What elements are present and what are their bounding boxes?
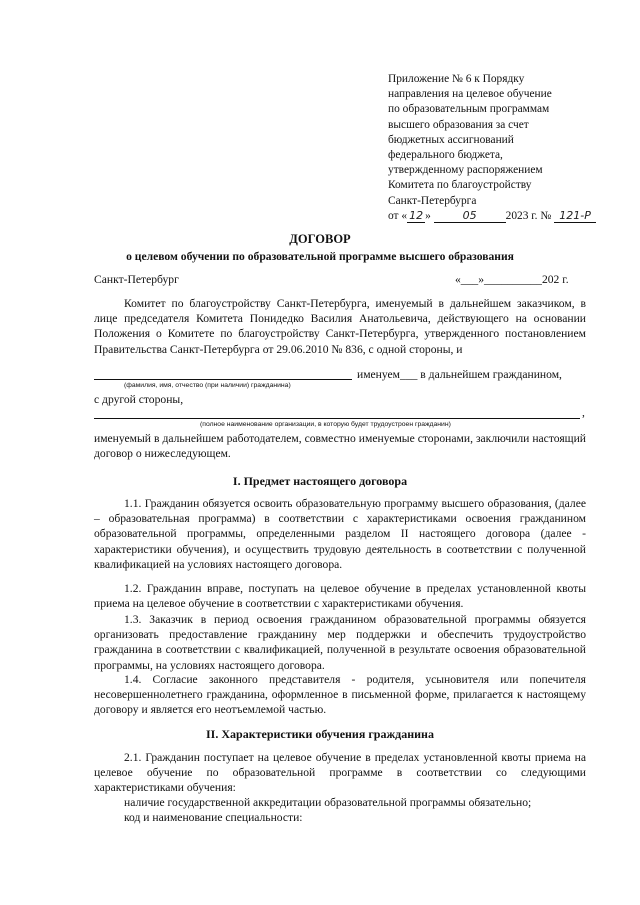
appendix-line: бюджетных ассигнований — [388, 133, 514, 146]
appendix-block — [388, 72, 608, 224]
appendix-line: по образовательным программам — [388, 103, 550, 116]
appendix-line: высшего образования за счет — [388, 118, 529, 131]
order-number: 121-Р — [554, 210, 596, 223]
date-field: «___»__________202 г. — [455, 273, 569, 286]
intro-text: Комитет по благоустройству Санкт-Петербурга, именуемый в дальнейшем заказчиком, в лице председателя Комитета Понидедко Василия Анатольевича, действующего на основании Положения о Комитете по благоустройству Санкт-Петербурга, утвержденного постановлением Правительства Санкт-Петербурга от 29.06.2010 № 836, с одной стороны, и — [94, 297, 586, 356]
order-month: 05 — [434, 210, 506, 223]
appendix-line: Санкт-Петербурга — [388, 194, 477, 207]
clause-2-1: 2.1. Гражданин поступает на целевое обучение в пределах установленной квоты приема на целевое обучение по образовательной программе в соответствии со следующими характеристиками обучения: — [94, 751, 586, 795]
order-quote: » — [425, 209, 431, 222]
city-label: Санкт-Петербург — [94, 273, 179, 286]
citizen-line-text: именуем___ в дальнейшем гражданином, — [357, 368, 562, 381]
clause-1-2: 1.2. Гражданин вправе, поступать на целевое обучение в пределах установленной квоты приема на целевое обучение в соответствии с характеристиками обучения. — [94, 582, 586, 611]
other-side-text: с другой стороны, — [94, 393, 184, 406]
section-2-title: II. Характеристики обучения гражданина — [206, 727, 434, 741]
citizen-caption: (фамилия, имя, отчество (при наличии) гражданина) — [124, 382, 291, 389]
appendix-line: утвержденному распоряжением — [388, 164, 543, 177]
employer-caption: (полное наименование организации, в которую будет трудоустроен гражданин) — [200, 421, 451, 428]
clause-1-3: 1.3. Заказчик в период освоения гражданином образовательной программы обязуется организовать предоставление гражданину мер поддержки и обеспечить трудоустройство гражданина в соответствии с квалификацией, полученной в результате освоения образовательной программы, на условиях настоящего договора. — [94, 613, 586, 672]
clause-1-4: 1.4. Согласие законного представителя - родителя, усыновителя или попечителя несовершеннолетнего гражданина, оформленное в письменной форме, прилагается к настоящему договору и является его неотъемлемой частью. — [94, 673, 586, 717]
appendix-line: федерального бюджета, — [388, 149, 503, 162]
clause-1-1: 1.1. Гражданин обязуется освоить образовательную программу высшего образования, (далее – образовательная программа) в соответствии с характеристиками освоения гражданином образовательной программы, определенными разделом II настоящего договора (далее - характеристики обучения), и осуществить трудовую деятельность в соответствии с полученной квалификацией на условиях настоящего договора. — [94, 497, 586, 571]
accreditation-line: наличие государственной аккредитации образовательной программы обязательно; — [124, 796, 532, 809]
citizen-name-rule — [94, 379, 352, 380]
specialty-code-line: код и наименование специальности: — [124, 811, 303, 824]
document-title: ДОГОВОР — [289, 232, 351, 246]
document-subtitle: о целевом обучении по образовательной программе высшего образования — [126, 250, 514, 263]
appendix-order-line — [388, 209, 608, 224]
appendix-line: направления на целевое обучение — [388, 88, 552, 101]
order-year: 2023 г. № — [505, 209, 552, 222]
employer-paragraph: именуемый в дальнейшем работодателем, совместно именуемые сторонами, заключили настоящий договор о нижеследующем. — [94, 432, 586, 461]
intro-paragraph — [94, 296, 586, 357]
section-1-title: I. Предмет настоящего договора — [232, 474, 408, 488]
order-day: 12 — [409, 208, 424, 222]
appendix-line: Комитета по благоустройству — [388, 179, 532, 192]
order-prefix: от « — [388, 209, 408, 222]
employer-comma: , — [582, 406, 585, 419]
appendix-line: Приложение № 6 к Порядку — [388, 73, 525, 85]
employer-name-rule — [94, 418, 580, 419]
